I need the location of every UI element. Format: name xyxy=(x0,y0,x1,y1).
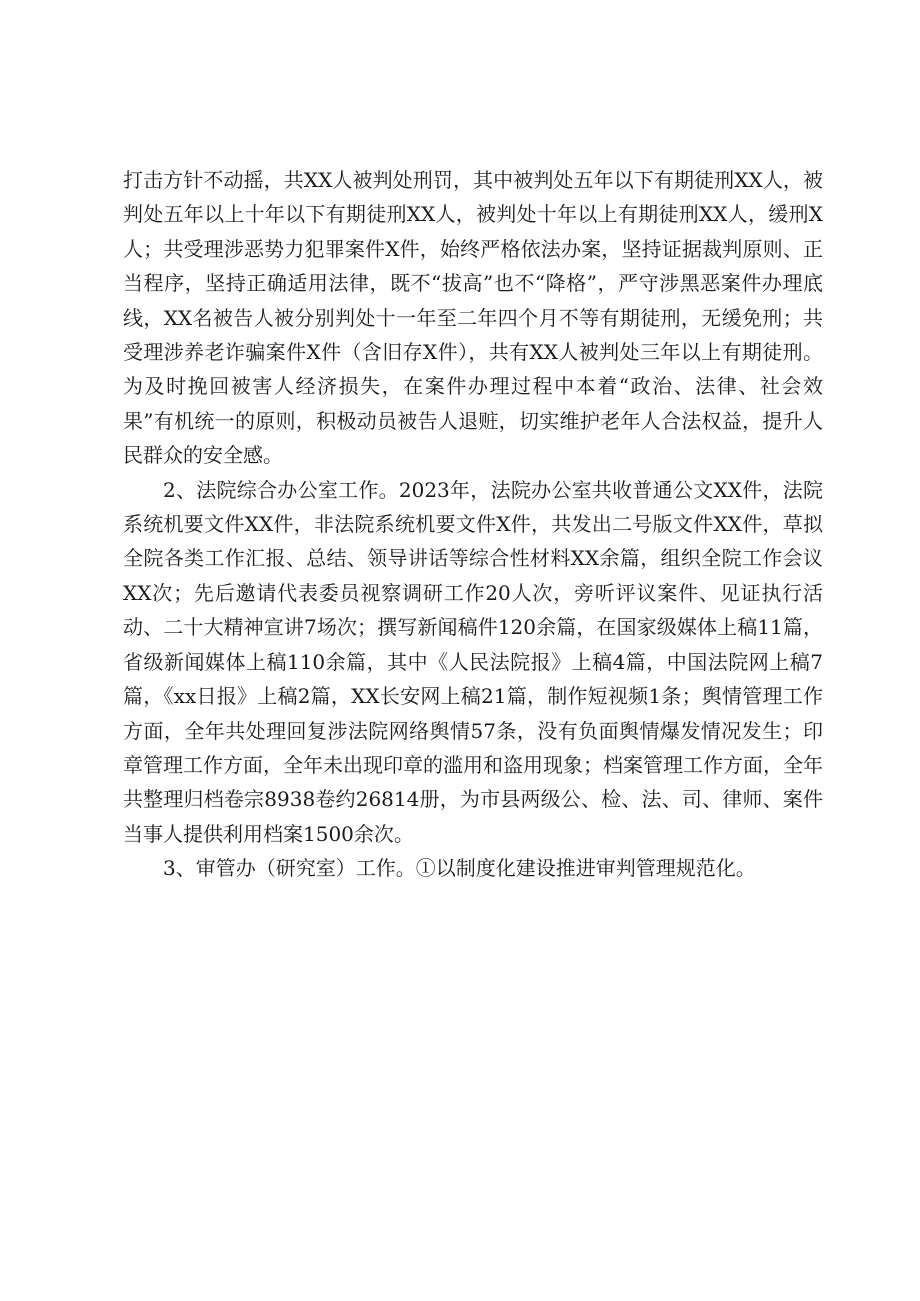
paragraph-1: 打击方针不动摇，共XX人被判处刑罚，其中被判处五年以下有期徒刑XX人，被判处五年以上十年以下有期徒刑XX人，被判处十年以上有期徒刑XX人，缓刑X人；共受理涉恶势力犯罪案件X件，始终严格依法办案，坚持证据裁判原则、正当程序，坚持正确适用法律，既不“拔高”也不“降格”，严守涉黑恶案件办理底线，XX名被告人被分别判处十一年至二年四个月不等有期徒刑，无缓免刑；共受理涉养老诈骗案件X件（含旧存X件），共有XX人被判处三年以上有期徒刑。为及时挽回被害人经济损失，在案件办理过程中本着“政治、法律、社会效果”有机统一的原则，积极动员被告人退赃，切实维护老年人合法权益，提升人民群众的安全感。 xyxy=(123,168,823,468)
document-body xyxy=(123,163,823,886)
paragraph-2: 2、法院综合办公室工作。2023年，法院办公室共收普通公文XX件，法院系统机要文件XX件，非法院系统机要文件X件，共发出二号版文件XX件，草拟全院各类工作汇报、总结、领导讲话等综合性材料XX余篇，组织全院工作会议XX次；先后邀请代表委员视察调研工作20人次，旁听评议案件、见证执行活动、二十大精神宣讲7场次；撰写新闻稿件120余篇，在国家级媒体上稿11篇，省级新闻媒体上稿110余篇，其中《人民法院报》上稿4篇，中国法院网上稿7篇，《xx日报》上稿2篇，XX长安网上稿21篇，制作短视频1条；舆情管理工作方面，全年共处理回复涉法院网络舆情57条，没有负面舆情爆发情况发生；印章管理工作方面，全年未出现印章的滥用和盗用现象；档案管理工作方面，全年共整理归档卷宗8938卷约26814册，为市县两级公、检、法、司、律师、案件当事人提供利用档案1500余次。 xyxy=(123,477,823,846)
paragraph-3: 3、审管办（研究室）工作。①以制度化建设推进审判管理规范化。 xyxy=(163,856,756,881)
